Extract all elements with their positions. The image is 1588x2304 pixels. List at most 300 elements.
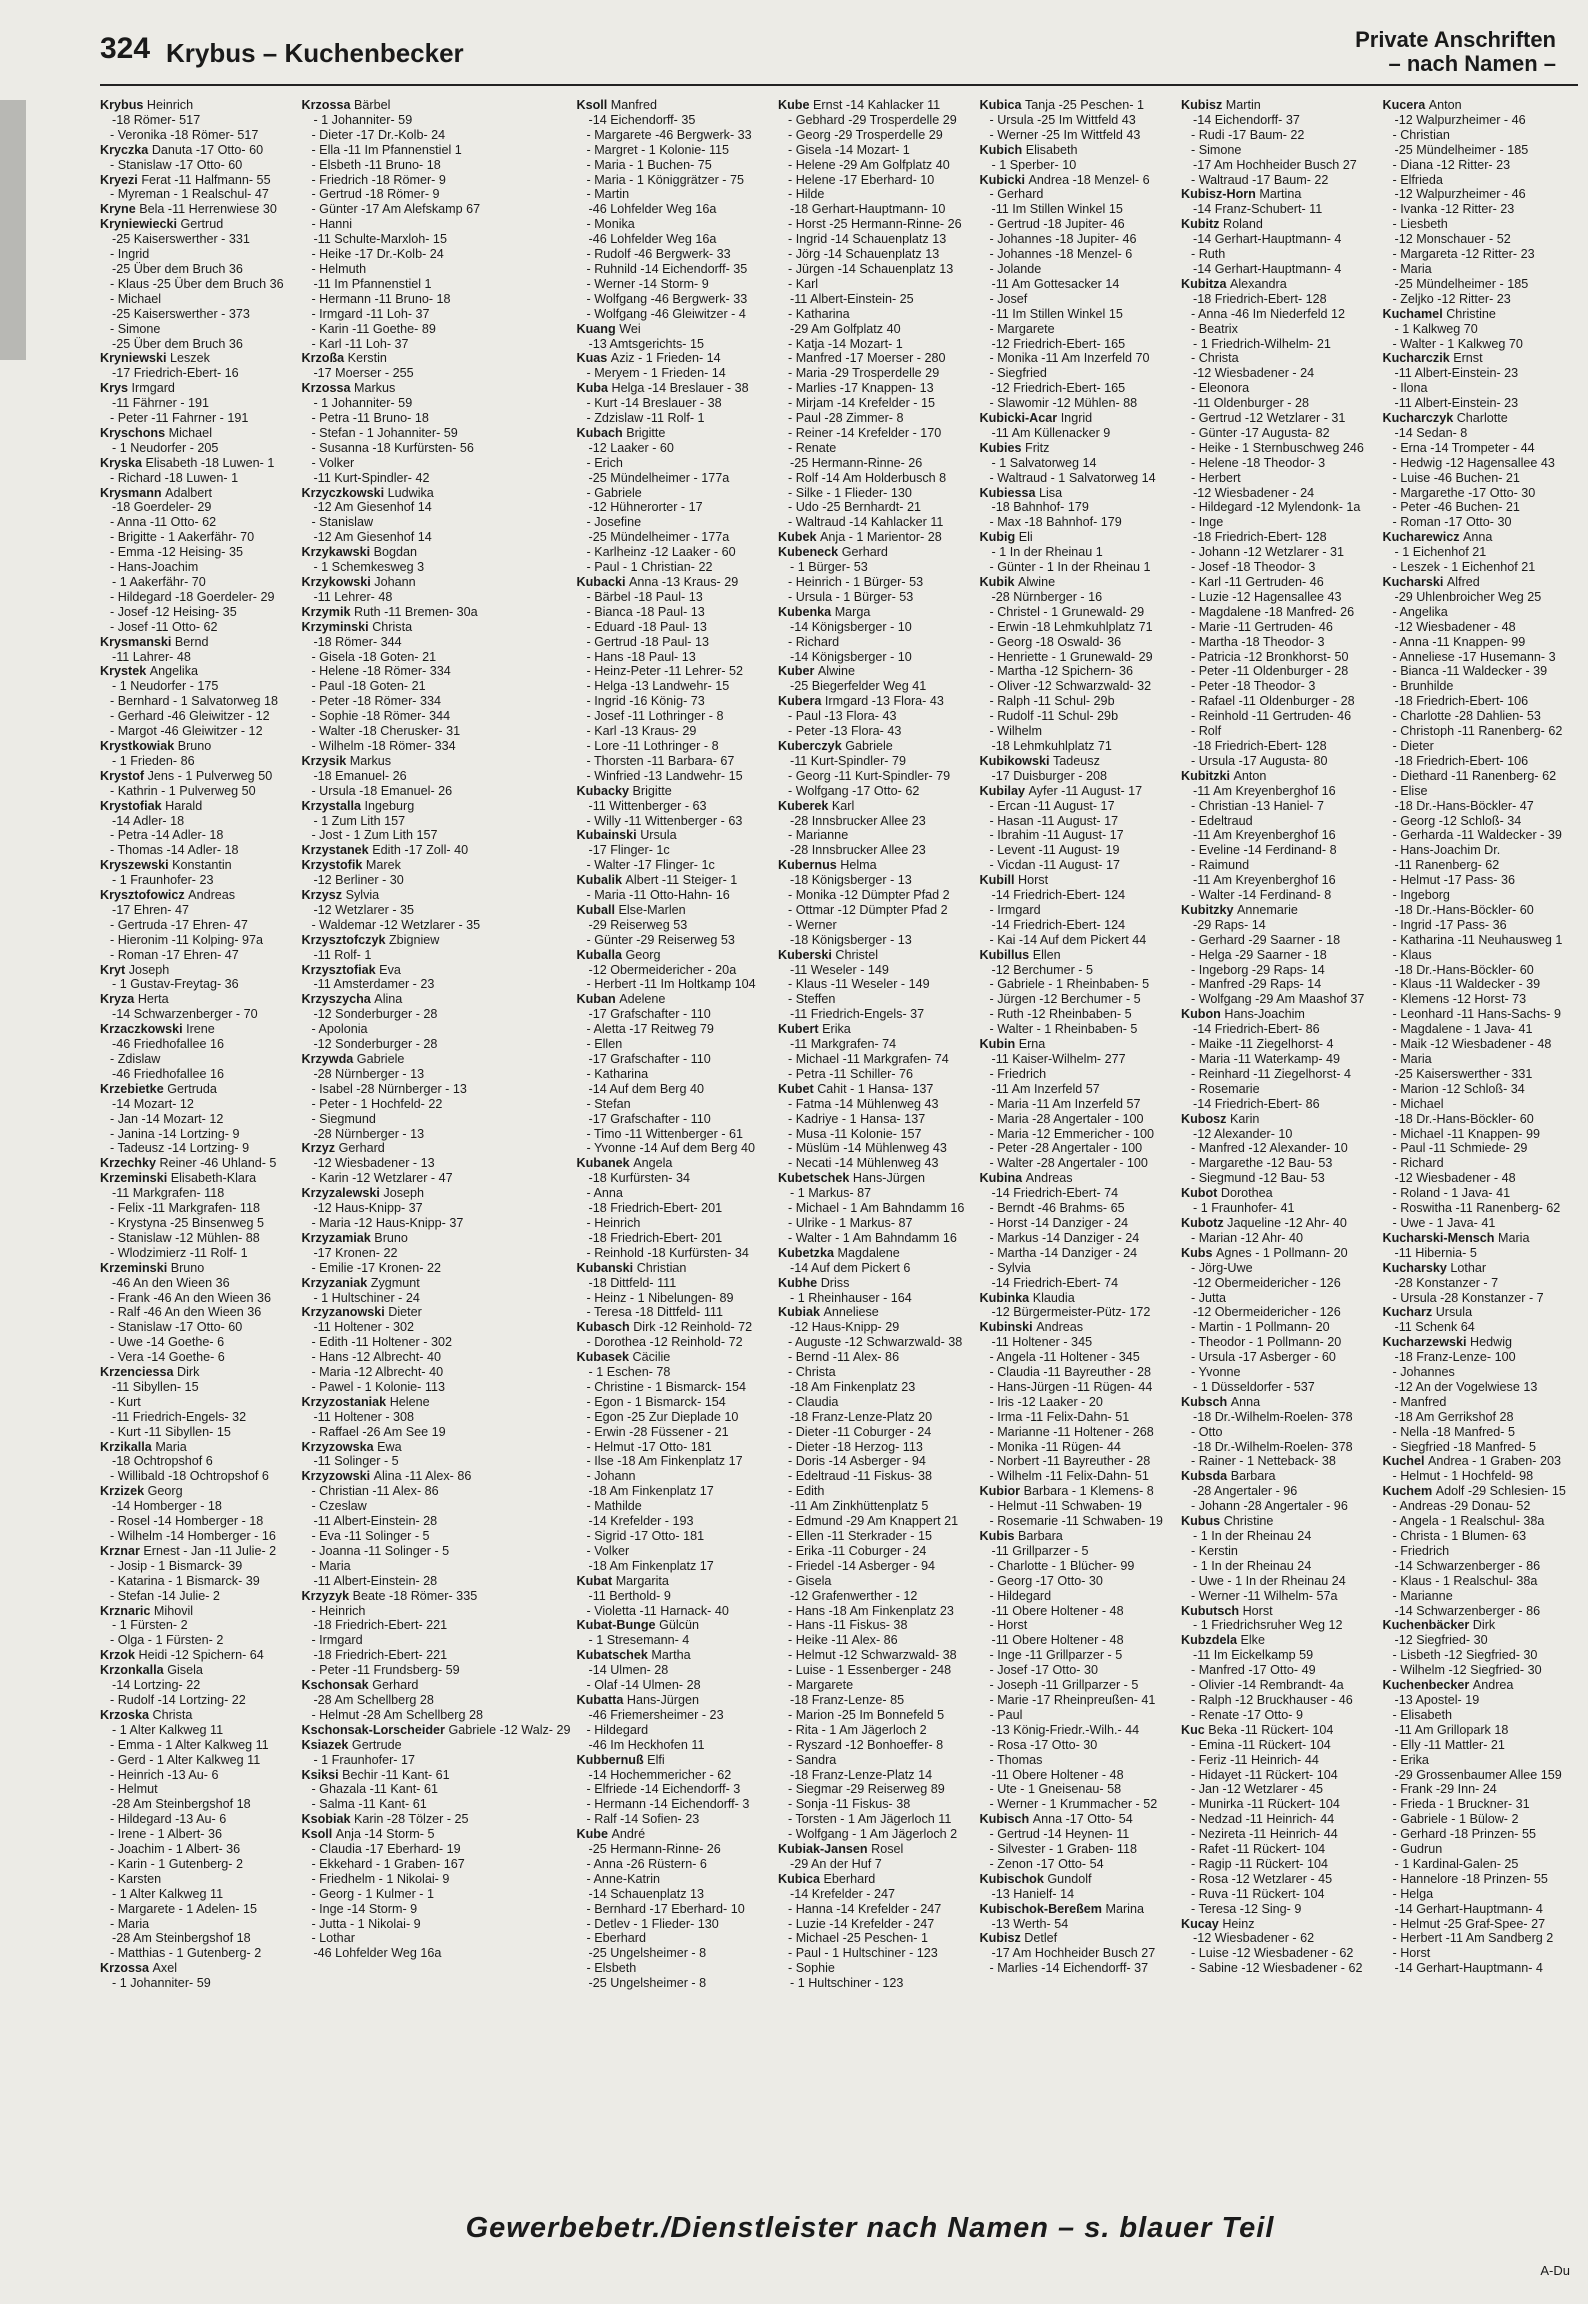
household-member-entry: - Hildegard (989, 1588, 1052, 1603)
household-member-entry: - Gerhard -18 Prinzen- 55 (1392, 1827, 1536, 1842)
household-member-entry: - Markus -14 Danziger - 24 (989, 1230, 1140, 1245)
household-member-entry: - Petra -11 Bruno- 18 (311, 411, 429, 426)
surname-entry (577, 1618, 773, 1633)
surname-entry (100, 1544, 295, 1559)
household-member-entry: - Uwe -14 Goethe- 6 (110, 1335, 225, 1350)
household-member-entry: - Roswitha -11 Ranenberg- 62 (1392, 1201, 1561, 1216)
surname-entry (1383, 307, 1578, 322)
household-member-entry: - Wolfgang -29 Am Maashof 37 (1191, 992, 1365, 1007)
household-member-entry: - Rosa -12 Wetzlarer - 45 (1191, 1871, 1333, 1886)
address-continuation: -14 Friedrich-Ebert- 74 (991, 1186, 1119, 1201)
entry-details: Alina (374, 992, 403, 1007)
surname-entry (980, 143, 1176, 158)
surname: Krzysz (301, 888, 343, 903)
surname: Kucharczyk (1382, 411, 1454, 426)
address-continuation: -14 Gerhart-Hauptmann- 4 (1193, 232, 1342, 247)
entry-details: Zygmunt (370, 1275, 420, 1290)
household-member-entry: - Josef -11 Otto- 62 (110, 619, 218, 634)
household-member-entry: - Hieronim -11 Kolping- 97a (110, 932, 264, 947)
surname: Kuchem (1382, 1484, 1433, 1499)
surname: Kubatta (576, 1692, 624, 1707)
household-member-entry: - Michael -25 Peschen- 1 (788, 1931, 928, 1946)
address-continuation: - 1 Eichenhof 21 (1394, 545, 1487, 560)
surname: Ksoll (301, 1827, 333, 1842)
household-member-entry: - Ingrid -14 Schauenplatz 13 (788, 232, 947, 247)
address-continuation: -25 Hermann-Rinne- 26 (588, 1842, 721, 1857)
surname: Kubitzky (1181, 902, 1234, 917)
surname: Kubeneck (778, 545, 839, 560)
household-member-entry: - Katja -14 Mozart- 1 (788, 336, 903, 351)
household-member-entry: - Josef -11 Lothringer - 8 (586, 709, 724, 724)
household-member-entry: - Kai -14 Auf dem Pickert 44 (989, 932, 1147, 947)
household-member-entry: - Paul -13 Flora- 43 (788, 709, 897, 724)
surname-entry (980, 1037, 1176, 1052)
address-continuation: -12 Sonderburger - 28 (313, 1007, 438, 1022)
surname: Krzyzowski (301, 1469, 371, 1484)
surname: Krznaric (100, 1603, 151, 1618)
entry-details: Christian (636, 1260, 687, 1275)
section-title-line2: – nach Namen – (1388, 51, 1556, 76)
address-continuation: -11 Am Kreyenberghof 16 (1193, 828, 1336, 843)
entry-details: Irmgard (131, 381, 175, 396)
household-member-entry: - Hans -11 Fiskus- 38 (788, 1618, 908, 1633)
household-member-entry: - Helmut -12 Schwarzwald- 38 (788, 1648, 957, 1663)
surname: Kubies (979, 440, 1022, 455)
address-continuation: -12 Walpurzheimer - 46 (1394, 187, 1526, 202)
household-member-entry: - Helmut (110, 1782, 158, 1797)
entry-details: Helma (840, 858, 877, 873)
surname-entry (301, 486, 570, 501)
entry-details: Cahit - 1 Hansa- 137 (817, 1081, 934, 1096)
address-continuation: -14 Friedrich-Ebert- 124 (991, 888, 1126, 903)
entry-details: Hedwig (1470, 1335, 1512, 1350)
entry-details: Margarita (615, 1573, 669, 1588)
household-member-entry: - Rita - 1 Am Jägerloch 2 (788, 1722, 927, 1737)
surname: Kubhe (778, 1275, 818, 1290)
surname-entry (980, 1484, 1176, 1499)
entry-details: Axel (152, 1961, 177, 1976)
household-member-entry: - Ottmar -12 Dümpter Pfad 2 (788, 902, 948, 917)
address-continuation: -29 Uhlenbroicher Weg 25 (1394, 589, 1542, 604)
surname: Kubernus (778, 858, 837, 873)
household-member-entry: - Josefine (586, 515, 642, 530)
entry-details: Mihovil (153, 1603, 194, 1618)
household-member-entry: - Czeslaw (311, 1499, 367, 1514)
household-member-entry: - Monika -12 Dümpter Pfad 2 (788, 888, 950, 903)
entry-details: Tanja -25 Peschen- 1 (1025, 98, 1145, 112)
household-member-entry: - Gisela (788, 1573, 832, 1588)
household-member-entry: - Simone (110, 321, 161, 336)
surname-entry (778, 98, 974, 113)
surname: Krzystofik (301, 858, 363, 873)
household-member-entry: - Michael -11 Markgrafen- 74 (788, 1052, 949, 1066)
address-continuation: -12 Friedrich-Ebert- 165 (991, 381, 1126, 396)
address-continuation: -29 Am Golfplatz 40 (790, 321, 901, 336)
entry-details: Bruno (170, 1260, 205, 1275)
household-member-entry: - Luzie -12 Hagensallee 43 (1191, 589, 1342, 604)
entry-details: Elisabeth (1025, 142, 1078, 157)
section-title (1355, 28, 1556, 76)
household-member-entry: - Gudrun (1392, 1842, 1443, 1857)
address-continuation: -14 Friedrich-Ebert- 86 (1193, 1022, 1320, 1037)
household-member-entry: - Walter -28 Angertaler - 100 (989, 1156, 1148, 1171)
surname: Kubanski (576, 1260, 634, 1275)
household-member-entry: - Elsbeth (586, 1961, 637, 1976)
household-member-entry: - Feriz -11 Heinrich- 44 (1191, 1752, 1319, 1767)
surname: Kucharski (1382, 575, 1444, 589)
surname-entry (301, 1768, 570, 1783)
surname: Krzenciessa (100, 1365, 174, 1380)
household-member-entry: - Roland - 1 Java- 41 (1392, 1186, 1511, 1201)
household-member-entry: - Jan -12 Wetzlarer - 45 (1191, 1782, 1324, 1797)
entry-details: Anja -14 Storm- 5 (335, 1827, 435, 1842)
address-continuation: -18 Friedrich-Ebert- 221 (313, 1648, 448, 1663)
address-continuation: -11 Markgrafen- 118 (112, 1186, 225, 1201)
household-member-entry: - Musa -11 Kolonie- 157 (788, 1126, 922, 1141)
entry-details: Detlef (1024, 1931, 1058, 1946)
household-member-entry: - Willibald -18 Ochtropshof 6 (110, 1469, 269, 1484)
household-member-entry: - Ursula -18 Emanuel- 26 (311, 783, 453, 798)
directory-column (980, 98, 1176, 2208)
household-member-entry: - Ghazala -11 Kant- 61 (311, 1782, 438, 1797)
surname-entry (1181, 1723, 1377, 1738)
entry-details: Maria (155, 1439, 187, 1454)
entry-details: Gabriele (356, 1052, 405, 1066)
entry-details: Irene (186, 1022, 215, 1037)
surname-entry (1383, 98, 1578, 113)
surname-entry (778, 739, 974, 754)
household-member-entry: - Charlotte -28 Dahlien- 53 (1392, 709, 1541, 724)
household-member-entry: - Helene -29 Am Golfplatz 40 (788, 157, 950, 172)
household-member-entry: - Maik -12 Wiesbadener - 48 (1392, 1037, 1552, 1052)
address-continuation: - 1 Salvatorweg 14 (991, 455, 1097, 470)
address-continuation: -11 Schulte-Marxloh- 15 (313, 232, 447, 247)
household-member-entry: - Siegfried -18 Manfred- 5 (1392, 1439, 1536, 1454)
household-member-entry: - Manfred -17 Moerser - 280 (788, 351, 946, 366)
address-continuation: -14 Schwarzenberger - 70 (112, 1007, 258, 1022)
entry-details: Reiner -46 Uhland- 5 (159, 1156, 277, 1171)
surname: Kryszewski (100, 858, 169, 873)
surname-entry (980, 1529, 1176, 1544)
household-member-entry: - Karl -13 Kraus- 29 (586, 724, 697, 739)
address-continuation: -46 Friedhofallee 16 (112, 1066, 225, 1081)
entry-details: Christine (1446, 306, 1496, 321)
household-member-entry: - Rosel -14 Homberger - 18 (110, 1514, 264, 1529)
surname-entry (778, 1246, 974, 1261)
directory-column (577, 98, 773, 2208)
household-member-entry: - Bernhard - 1 Salvatorweg 18 (110, 694, 279, 709)
household-member-entry: - Helga -29 Saarner - 18 (1191, 947, 1327, 962)
surname-entry (100, 1961, 295, 1976)
entry-details: Marga (834, 604, 871, 619)
entry-details: Anna -13 Kraus- 29 (629, 575, 739, 589)
household-member-entry: - Hans-Joachim Dr. (1392, 843, 1501, 858)
household-member-entry: - Erika -11 Coburger - 24 (788, 1543, 927, 1558)
surname: Kubsda (1181, 1469, 1228, 1484)
household-member-entry: - Levent -11 August- 19 (989, 843, 1120, 858)
household-member-entry: - Zdislaw (110, 1052, 161, 1066)
surname-entry (100, 98, 295, 113)
household-member-entry: - Elly -11 Mattler- 21 (1392, 1737, 1505, 1752)
entry-details: Hans-Jürgen (626, 1692, 699, 1707)
surname-entry (301, 1052, 570, 1067)
household-member-entry: - Karl (788, 276, 819, 291)
surname: Kubalik (576, 873, 622, 888)
household-member-entry: - Michael (110, 291, 162, 306)
household-member-entry: - Olaf -14 Ulmen- 28 (586, 1678, 701, 1693)
household-member-entry: - Diethard -11 Ranenberg- 62 (1392, 768, 1557, 783)
entry-details: Jens - 1 Pulverweg 50 (147, 768, 273, 783)
address-continuation: -25 Kaiserswerther - 331 (1394, 1066, 1533, 1081)
surname: Krzyzowska (301, 1439, 374, 1454)
surname: Krzysik (301, 753, 347, 768)
household-member-entry: - Katharina -11 Neuhausweg 1 (1392, 932, 1563, 947)
address-continuation: -11 Schenk 64 (1394, 1320, 1475, 1335)
household-member-entry: - Paul -28 Zimmer- 8 (788, 411, 904, 426)
address-continuation: -25 Hermann-Rinne- 26 (790, 455, 923, 470)
surname: Kubosz (1181, 1111, 1227, 1126)
address-continuation: - 1 Fraunhofer- 41 (1193, 1201, 1295, 1216)
household-member-entry: - Maria - 1 Königgrätzer - 75 (586, 172, 744, 187)
entry-details: Harald (165, 798, 203, 813)
household-member-entry: - Torsten - 1 Am Jägerloch 11 (788, 1812, 952, 1827)
address-continuation: -14 Mozart- 12 (112, 1096, 194, 1111)
household-member-entry: - Jolande (989, 261, 1042, 276)
household-member-entry: - Frieda - 1 Bruckner- 31 (1392, 1797, 1530, 1812)
address-continuation: -25 Mündelheimer - 177a (588, 530, 730, 545)
address-continuation: -18 Dr.-Hans-Böckler- 60 (1394, 962, 1534, 977)
household-member-entry: - Margret - 1 Kolonie- 115 (586, 142, 730, 157)
household-member-entry: - Werner -11 Wilhelm- 57a (1191, 1588, 1338, 1603)
household-member-entry: - Christel - 1 Grunewald- 29 (989, 604, 1145, 619)
entry-details: Martha (651, 1648, 691, 1663)
surname: Kryezi (100, 172, 138, 187)
household-member-entry: - Ursula -25 Im Wittfeld 43 (989, 112, 1136, 127)
household-member-entry: - Kathrin - 1 Pulverweg 50 (110, 783, 256, 798)
surname: Kryniewiecki (100, 217, 178, 232)
address-continuation: -29 An der Huf 7 (790, 1856, 882, 1871)
entry-details: Ernest - Jan -11 Julie- 2 (143, 1543, 277, 1558)
household-member-entry: - Inge -14 Storm- 9 (311, 1901, 418, 1916)
surname: Kubitzki (1181, 768, 1230, 783)
household-member-entry: - Dorothea -12 Reinhold- 72 (586, 1335, 743, 1350)
household-member-entry: - Paul - 1 Christian- 22 (586, 560, 713, 575)
address-continuation: -12 Berliner - 30 (313, 873, 404, 888)
address-continuation: - 1 Neudorfer - 175 (112, 679, 219, 694)
surname-entry (577, 828, 773, 843)
address-continuation: -11 Wittenberger - 63 (588, 798, 707, 813)
address-continuation: -18 Am Gerrikshof 28 (1394, 1409, 1514, 1424)
household-member-entry: - Hans -18 Paul- 13 (586, 649, 696, 664)
entry-details: Gerhard (338, 1141, 385, 1156)
household-member-entry: - Reinhold -11 Gertruden- 46 (1191, 709, 1352, 724)
surname-entry (100, 963, 295, 978)
household-member-entry: - Ingrid -17 Pass- 36 (1392, 917, 1507, 932)
household-member-entry: - Maike -11 Ziegelhorst- 4 (1191, 1037, 1334, 1052)
household-member-entry: - Ursula -28 Konstanzer - 7 (1392, 1290, 1544, 1305)
household-member-entry: - Joseph -11 Grillparzer - 5 (989, 1678, 1139, 1693)
household-member-entry: - Klaus (1392, 947, 1432, 962)
household-member-entry: - Ute - 1 Gneisenau- 58 (989, 1782, 1122, 1797)
entry-details: Markus (353, 381, 396, 396)
household-member-entry: - Gerharda -11 Waldecker - 39 (1392, 828, 1562, 843)
household-member-entry: - Friedel -14 Asberger - 94 (788, 1558, 935, 1573)
surname-entry (301, 1440, 570, 1455)
household-member-entry: - Hermann -14 Eichendorff- 3 (586, 1797, 750, 1812)
household-member-entry: - Gabriele (586, 485, 642, 500)
household-member-entry: - Walter -18 Cherusker- 31 (311, 724, 461, 739)
address-continuation: -28 Am Steinbergshof 18 (112, 1797, 251, 1812)
surname: Ksobiak (301, 1812, 351, 1827)
household-member-entry: - Irene - 1 Albert- 36 (110, 1827, 222, 1842)
address-continuation: -14 Sedan- 8 (1394, 425, 1468, 440)
entry-details: Annemarie (1236, 902, 1298, 917)
household-member-entry: - Matthias - 1 Gutenberg- 2 (110, 1946, 262, 1961)
surname-entry (577, 1648, 773, 1663)
entry-details: Georg (147, 1484, 183, 1499)
entry-details: Alina -11 Alex- 86 (373, 1469, 472, 1484)
surname-entry (577, 1156, 773, 1171)
household-member-entry: - Silvester - 1 Graben- 118 (989, 1842, 1137, 1857)
address-continuation: -14 Schauenplatz 13 (588, 1886, 705, 1901)
address-continuation: -18 Gerhart-Hauptmann- 10 (790, 202, 946, 217)
surname-entry (778, 545, 974, 560)
address-continuation: - 1 In der Rheinau 24 (1193, 1529, 1312, 1543)
surname-entry (301, 620, 570, 635)
address-continuation: - 1 Aakerfähr- 70 (112, 575, 206, 589)
household-member-entry: - Raimund (1191, 858, 1250, 873)
household-member-entry: - Ursula - 1 Bürger- 53 (788, 589, 914, 604)
surname: Krzonkalla (100, 1663, 164, 1678)
surname-entry (100, 486, 295, 501)
surname: Kryniewski (100, 351, 167, 366)
household-member-entry: - Bernd -11 Alex- 86 (788, 1350, 900, 1365)
entry-details: Gisela (167, 1663, 203, 1678)
address-continuation: -11 Im Eickelkamp 59 (1193, 1648, 1314, 1663)
surname-entry (301, 1827, 570, 1842)
household-member-entry: - Heinrich (311, 1603, 366, 1618)
entry-details: Anna -17 Otto- 54 (1032, 1812, 1133, 1827)
surname: Krzyzamiak (301, 1230, 371, 1245)
entry-details: Maria (1497, 1230, 1530, 1245)
household-member-entry: - Hildegard -13 Au- 6 (110, 1812, 227, 1827)
household-member-entry: - Ella -11 Im Pfannenstiel 1 (311, 142, 462, 157)
household-member-entry: - Rainer - 1 Netteback- 38 (1191, 1454, 1336, 1469)
household-member-entry: - Ursula -17 Asberger - 60 (1191, 1350, 1336, 1365)
surname-entry (301, 963, 570, 978)
address-continuation: -11 Sibyllen- 15 (112, 1379, 199, 1394)
household-member-entry: - Wolfgang -17 Otto- 62 (788, 783, 920, 798)
surname: Kuberski (778, 947, 832, 962)
surname: Kubicki-Acar (979, 411, 1058, 426)
surname-entry (980, 575, 1176, 590)
surname-entry (100, 799, 295, 814)
household-member-entry: - Vicdan -11 August- 17 (989, 858, 1120, 873)
surname-entry (980, 530, 1176, 545)
address-continuation: -18 Friedrich-Ebert- 128 (1193, 738, 1327, 753)
household-member-entry: - Reinhard -11 Ziegelhorst- 4 (1191, 1066, 1352, 1081)
entry-details: Irmgard -13 Flora- 43 (824, 694, 944, 709)
address-continuation: -11 Obere Holtener - 48 (991, 1633, 1124, 1648)
household-member-entry: - Zenon -17 Otto- 54 (989, 1856, 1104, 1871)
household-member-entry: - Rosemarie (1191, 1081, 1260, 1096)
address-continuation: - 1 Stresemann- 4 (588, 1633, 690, 1648)
household-member-entry: - Sylvia (989, 1260, 1031, 1275)
surname-entry (301, 754, 570, 769)
household-member-entry: - Josef -12 Heising- 35 (110, 604, 237, 619)
surname-entry (980, 486, 1176, 501)
household-member-entry: - Waltraud - 1 Salvatorweg 14 (989, 470, 1156, 485)
surname: Kubenka (778, 604, 832, 619)
address-continuation: -13 Werth- 54 (991, 1916, 1069, 1931)
surname: Kryne (100, 202, 136, 217)
surname: Krzyczkowski (301, 485, 385, 500)
household-member-entry: - Walter -14 Ferdinand- 8 (1191, 888, 1332, 903)
household-member-entry: - Ralph -11 Schul- 29b (989, 694, 1115, 709)
surname-entry (1181, 1112, 1377, 1127)
entry-details: Cäcilie (632, 1350, 671, 1365)
address-continuation: -11 Albert-Einstein- 28 (313, 1573, 438, 1588)
household-member-entry: - Waltraud -14 Kahlacker 11 (788, 515, 944, 530)
surname-entry (301, 858, 570, 873)
address-continuation: -14 Eichendorff- 35 (588, 112, 696, 127)
address-continuation: -12 Alexander- 10 (1193, 1126, 1293, 1141)
address-continuation: -11 Kurt-Spindler- 79 (790, 753, 906, 768)
household-member-entry: - Gerhard (989, 187, 1044, 202)
household-member-entry: - Zeljko -12 Ritter- 23 (1392, 291, 1511, 306)
address-continuation: -17 Grafschafter - 110 (588, 1111, 711, 1126)
entry-details: Jaqueline -12 Ahr- 40 (1227, 1215, 1347, 1230)
surname-entry (1383, 575, 1578, 590)
household-member-entry: - Vera -14 Goethe- 6 (110, 1350, 225, 1365)
address-continuation: -12 Sonderburger - 28 (313, 1037, 438, 1052)
address-continuation: -11 Obere Holtener - 48 (991, 1767, 1124, 1782)
household-member-entry: - Edeltraud (1191, 813, 1253, 828)
address-continuation: -28 Innsbrucker Allee 23 (790, 843, 926, 858)
household-member-entry: - Magdalene -18 Manfred- 26 (1191, 604, 1355, 619)
address-continuation: -18 Römer- 344 (313, 634, 402, 649)
surname-entry (577, 784, 773, 799)
surname-entry (100, 202, 295, 217)
household-member-entry: - Bärbel -18 Paul- 13 (586, 589, 703, 604)
surname: Kuas (576, 351, 608, 366)
entry-details: Barbara (1017, 1529, 1063, 1543)
household-member-entry: - Bernhard -17 Eberhard- 10 (586, 1901, 745, 1916)
surname: Krystof (100, 768, 145, 783)
entry-details: Leszek (170, 351, 210, 366)
surname-entry (100, 769, 295, 784)
surname: Kubisch (979, 1812, 1030, 1827)
entry-details: Eva (379, 962, 401, 977)
surname: Krzyminski (301, 619, 369, 634)
household-member-entry: - Georg - 1 Kulmer - 1 (311, 1886, 434, 1901)
surname: Kucharczik (1382, 351, 1450, 366)
household-member-entry: - Georg -18 Oswald- 36 (989, 634, 1122, 649)
household-member-entry: - Rafael -11 Oldenburger - 28 (1191, 694, 1355, 709)
entry-details: Hans-Jürgen (852, 1171, 925, 1186)
surname: Krzok (100, 1648, 135, 1663)
surname-entry (980, 98, 1176, 113)
address-continuation: -25 Mündelheimer - 185 (1394, 142, 1529, 157)
household-member-entry: - Peter - 1 Hochfeld- 22 (311, 1096, 443, 1111)
household-member-entry: - Anna -26 Rüstern- 6 (586, 1856, 707, 1871)
address-continuation: -18 Friedrich-Ebert- 201 (588, 1201, 723, 1216)
surname-entry (1181, 769, 1377, 784)
address-continuation: -46 Im Heckhofen 11 (588, 1737, 705, 1752)
surname: Kubus (1181, 1514, 1221, 1529)
surname: Kucera (1382, 98, 1426, 112)
address-continuation: - 1 Johanniter- 59 (313, 396, 413, 411)
